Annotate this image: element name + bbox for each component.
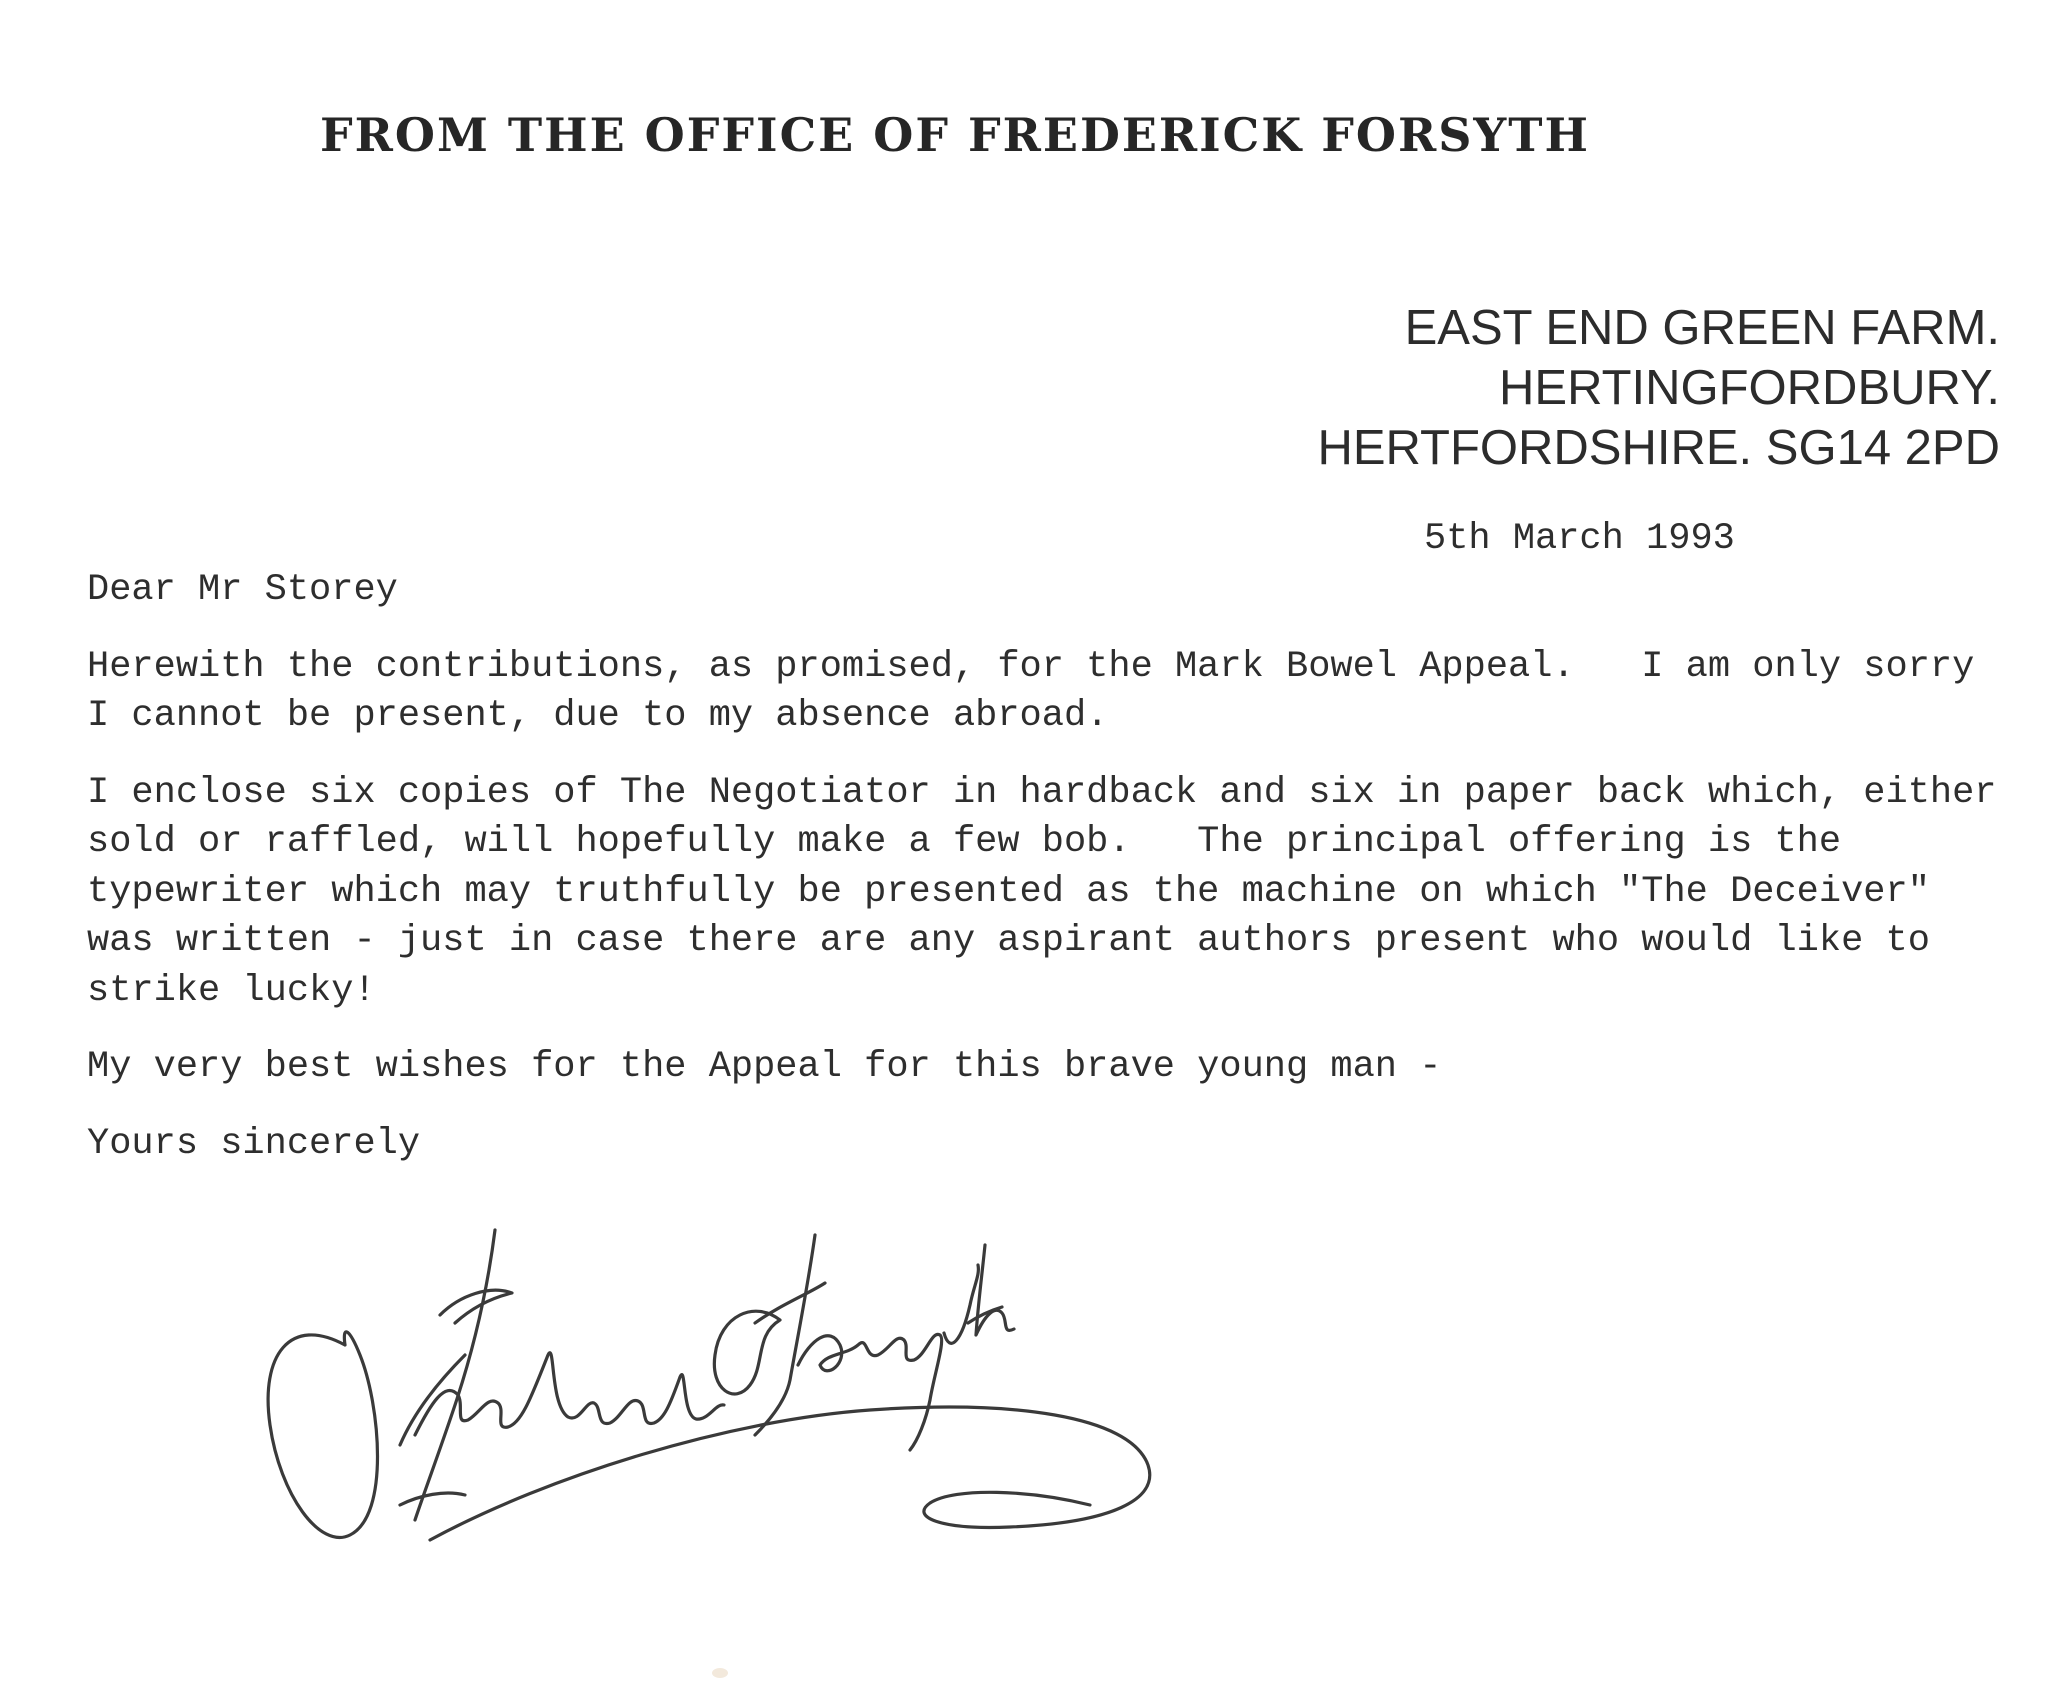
handwritten-signature bbox=[250, 1205, 1250, 1565]
address-line-3: HERTFORDSHIRE. SG14 2PD bbox=[1317, 421, 2000, 475]
letter-body bbox=[87, 566, 1997, 1196]
paragraph-2: I enclose six copies of The Negotiator in hardback and six in paper back which, either sold or raffled, will hopefully make a few bob. The principal offering is the typewriter which may truthfully be presented as the machine on which "The Deceiver" was written - just in case there are any aspirant authors present who would like to strike lucky! bbox=[87, 771, 1997, 1012]
salutation: Dear Mr Storey bbox=[87, 569, 398, 611]
letter-date: 5th March 1993 bbox=[1424, 518, 1735, 560]
closing: Yours sincerely bbox=[87, 1122, 421, 1165]
letterhead-title: FROM THE OFFICE OF FREDERICK FORSYTH bbox=[320, 108, 1590, 162]
sender-address bbox=[1317, 298, 2000, 478]
address-line-1: EAST END GREEN FARM. bbox=[1404, 301, 2000, 355]
paper-speck bbox=[712, 1668, 728, 1678]
paragraph-3: My very best wishes for the Appeal for this brave young man - bbox=[87, 1046, 1442, 1088]
address-line-2: HERTINGFORDBURY. bbox=[1499, 361, 2000, 415]
paragraph-1: Herewith the contributions, as promised, for the Mark Bowel Appeal. I am only sorry I cannot be present, due to my absence abroad. bbox=[87, 645, 1975, 737]
